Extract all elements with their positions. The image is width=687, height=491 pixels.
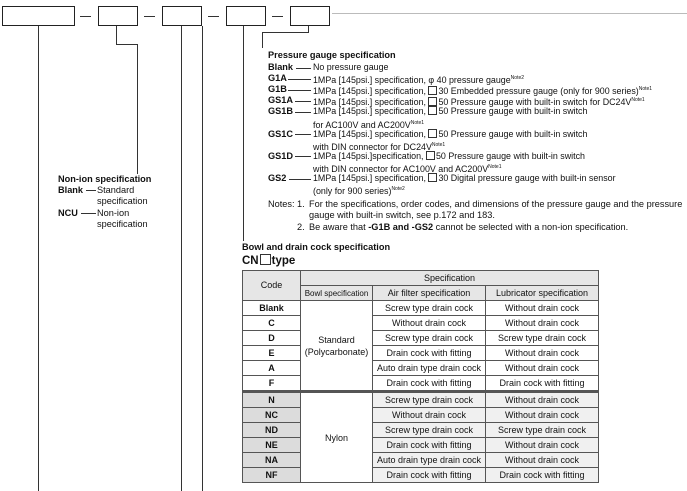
table-row	[243, 301, 599, 316]
gauge-description-line: 1MPa [145psi.] specification, 50 Pressure gauge with built-in switch	[313, 128, 588, 139]
lubricator-spec-cell: Screw type drain cock	[486, 331, 599, 346]
note-1-line-1: For the specifications, order codes, and dimensions of the pressure gauge and the pressure	[309, 199, 683, 209]
gauge-code: G1A	[268, 73, 287, 84]
bowl-spec-table	[242, 270, 599, 483]
code-box-2	[98, 6, 138, 26]
leader-line-box5-v2	[262, 32, 263, 48]
gauge-description-line: 1MPa [145psi.]specification, 50 Pressure gauge with built-in switch	[313, 150, 585, 161]
row-code: NF	[243, 468, 301, 483]
gauge-leader-dash	[295, 134, 311, 135]
square-size-icon	[428, 106, 437, 115]
code-box-4	[226, 6, 266, 26]
non-ion-blank-desc-1: Standard	[97, 185, 135, 195]
lubricator-spec-cell: Without drain cock	[486, 408, 599, 423]
gauge-description-line: (only for 900 series)$^{Note2}$	[313, 186, 405, 197]
table-row	[243, 438, 599, 453]
leader-line-box3	[181, 26, 182, 491]
air-filter-spec-cell: Drain cock with fitting	[373, 376, 486, 392]
gauge-leader-dash	[295, 112, 311, 113]
air-filter-spec-cell: Drain cock with fitting	[373, 346, 486, 361]
air-filter-spec-cell: Screw type drain cock	[373, 392, 486, 408]
lubricator-column-header: Lubricator specification	[486, 286, 599, 301]
table-row	[243, 316, 599, 331]
row-code: C	[243, 316, 301, 331]
note-reference: Note2	[391, 186, 405, 193]
gauge-code: GS2	[268, 173, 287, 183]
table-row	[243, 453, 599, 468]
non-ion-ncu-desc-1: Non-ion	[97, 208, 130, 218]
lubricator-spec-cell: Screw type drain cock	[486, 423, 599, 438]
gauge-code: G1B	[268, 84, 287, 95]
gauge-code: GS1A	[268, 95, 294, 106]
lubricator-spec-cell: Without drain cock	[486, 453, 599, 468]
air-filter-spec-cell: Screw type drain cock	[373, 331, 486, 346]
air-filter-spec-cell: Screw type drain cock	[373, 423, 486, 438]
gauge-code: Blank	[268, 62, 294, 72]
gauge-description-line: 1MPa [145psi.] specification, 30 Digital pressure gauge with built-in sensor	[313, 173, 616, 183]
gauge-description-line: 1MPa [145psi.] specification, 50 Pressure gauge with built-in switch for $DC24V^{Note1}$	[313, 97, 645, 108]
bowl-title: Bowl and drain cock specification	[242, 242, 391, 252]
air-filter-spec-cell: Screw type drain cock	[373, 301, 486, 316]
note-reference: Note1	[410, 119, 425, 126]
square-size-icon	[426, 151, 435, 160]
note-reference: Note1	[638, 86, 653, 93]
notes-label: Notes:	[268, 199, 295, 209]
lubricator-spec-cell: Without drain cock	[486, 392, 599, 408]
lubricator-spec-cell: Without drain cock	[486, 438, 599, 453]
gauge-description-line: with DIN connector for $DC24V^{Note1}$	[313, 141, 446, 152]
note-2-text	[309, 222, 628, 233]
lubricator-spec-cell: Without drain cock	[486, 361, 599, 376]
gauge-code: GS1C	[268, 128, 294, 139]
air-filter-column-header: Air filter specification	[373, 286, 486, 301]
air-filter-spec-cell: Drain cock with fitting	[373, 468, 486, 483]
note-reference: Note1	[631, 97, 645, 104]
table-row	[243, 408, 599, 423]
lubricator-spec-cell: Drain cock with fitting	[486, 376, 599, 392]
non-ion-ncu-code: NCU	[58, 208, 78, 218]
note-reference: Note2	[510, 75, 525, 82]
square-size-icon	[428, 86, 437, 95]
row-code: Blank	[243, 301, 301, 316]
row-code: D	[243, 331, 301, 346]
table-row	[243, 361, 599, 376]
lubricator-spec-cell: Drain cock with fitting	[486, 468, 599, 483]
non-ion-ncu-desc-2: specification	[97, 219, 148, 229]
table-row	[243, 376, 599, 392]
row-code: F	[243, 376, 301, 392]
square-placeholder-icon	[260, 254, 271, 265]
leader-line-box5-h	[262, 32, 309, 33]
row-code: NA	[243, 453, 301, 468]
air-filter-spec-cell: Auto drain type drain cock	[373, 453, 486, 468]
gauge-description-line: 1MPa [145psi.] specification, 50 Pressure gauge with built-in switch	[313, 106, 588, 117]
gauge-leader-dash	[296, 68, 311, 69]
table-row	[243, 331, 599, 346]
leader-line-box2-v2	[137, 44, 138, 172]
square-size-icon	[428, 173, 437, 182]
gauge-description-line: for AC100V and $AC200V^{Note1}$	[313, 119, 425, 130]
separator-dash	[272, 16, 283, 17]
gauge-description-line: No pressure gauge	[313, 62, 389, 72]
code-box-3	[162, 6, 202, 26]
gauge-description-line: 1MPa [145psi.] specification, 30 Embedded pressure gauge (only for 900 series)$^{Note1}$	[313, 86, 653, 97]
lubricator-spec-cell: Without drain cock	[486, 346, 599, 361]
note-2-post: cannot be selected with a non-ion specification.	[433, 222, 629, 232]
note-reference: Note1	[488, 163, 502, 170]
bowl-spec-column-header: Bowl specification	[301, 286, 373, 301]
note-reference: Note1	[431, 141, 446, 148]
table-row	[243, 423, 599, 438]
separator-dash	[144, 16, 155, 17]
lubricator-spec-cell: Without drain cock	[486, 301, 599, 316]
bowl-subtitle-suffix: type	[271, 255, 296, 267]
bowl-spec-table-body	[243, 301, 599, 483]
note-1-number: 1.	[297, 199, 305, 209]
gauge-code: GS1D	[268, 150, 294, 161]
bowl-material-nylon: Nylon	[301, 392, 373, 483]
air-filter-spec-cell: Without drain cock	[373, 316, 486, 331]
square-size-icon	[428, 129, 437, 138]
lubricator-spec-cell: Without drain cock	[486, 316, 599, 331]
gauge-leader-dash	[295, 156, 311, 157]
air-filter-spec-cell: Drain cock with fitting	[373, 438, 486, 453]
air-filter-spec-cell: Without drain cock	[373, 408, 486, 423]
leader-line-box2-h	[116, 44, 138, 45]
table-row	[243, 468, 599, 483]
square-size-icon	[428, 97, 437, 106]
leader-line-box4	[202, 26, 203, 491]
gauge-leader-dash	[295, 101, 311, 102]
table-row	[243, 346, 599, 361]
note-2-number: 2.	[297, 222, 305, 232]
gauge-leader-dash	[288, 90, 311, 91]
row-code: NE	[243, 438, 301, 453]
row-code: A	[243, 361, 301, 376]
non-ion-blank-dash	[86, 190, 96, 191]
row-code: E	[243, 346, 301, 361]
code-column-header: Code	[243, 271, 301, 301]
row-code: ND	[243, 423, 301, 438]
non-ion-ncu-dash	[81, 213, 96, 214]
note-2-codes: -G1B and -GS2	[368, 222, 434, 232]
code-box-5	[290, 6, 330, 26]
top-rule	[332, 13, 687, 14]
gauge-description-line: 1MPa [145psi.] specification, φ 40 pressure gauge$^{Note2}$	[313, 75, 525, 86]
separator-dash	[208, 16, 219, 17]
non-ion-blank-code: Blank	[58, 185, 84, 195]
row-code: NC	[243, 408, 301, 423]
row-code: N	[243, 392, 301, 408]
gauge-leader-dash	[289, 179, 311, 180]
gauge-description-line: with DIN connector for AC100V and $AC200V^{Note1}$	[313, 163, 502, 174]
bowl-material-standard: Standard (Polycarbonate)	[301, 301, 373, 392]
note-1-line-2: gauge with built-in switch, see p.172 and 183.	[309, 210, 495, 220]
gauge-code: GS1B	[268, 106, 294, 117]
note-2-pre: Be aware that	[309, 222, 369, 232]
specification-header: Specification	[301, 271, 599, 286]
pressure-gauge-title: Pressure gauge specification	[268, 50, 396, 60]
separator-dash	[80, 16, 91, 17]
air-filter-spec-cell: Auto drain type drain cock	[373, 361, 486, 376]
leader-line-box1	[38, 26, 39, 491]
gauge-leader-dash	[288, 79, 311, 80]
code-box-1	[2, 6, 75, 26]
bowl-subtitle-prefix: CN	[242, 255, 259, 267]
non-ion-title: Non-ion specification	[58, 174, 152, 184]
leader-line-box2-v	[116, 26, 117, 44]
bowl-subtitle	[242, 254, 295, 268]
non-ion-blank-desc-2: specification	[97, 196, 148, 206]
table-row	[243, 392, 599, 408]
leader-line-box4b	[243, 26, 244, 241]
